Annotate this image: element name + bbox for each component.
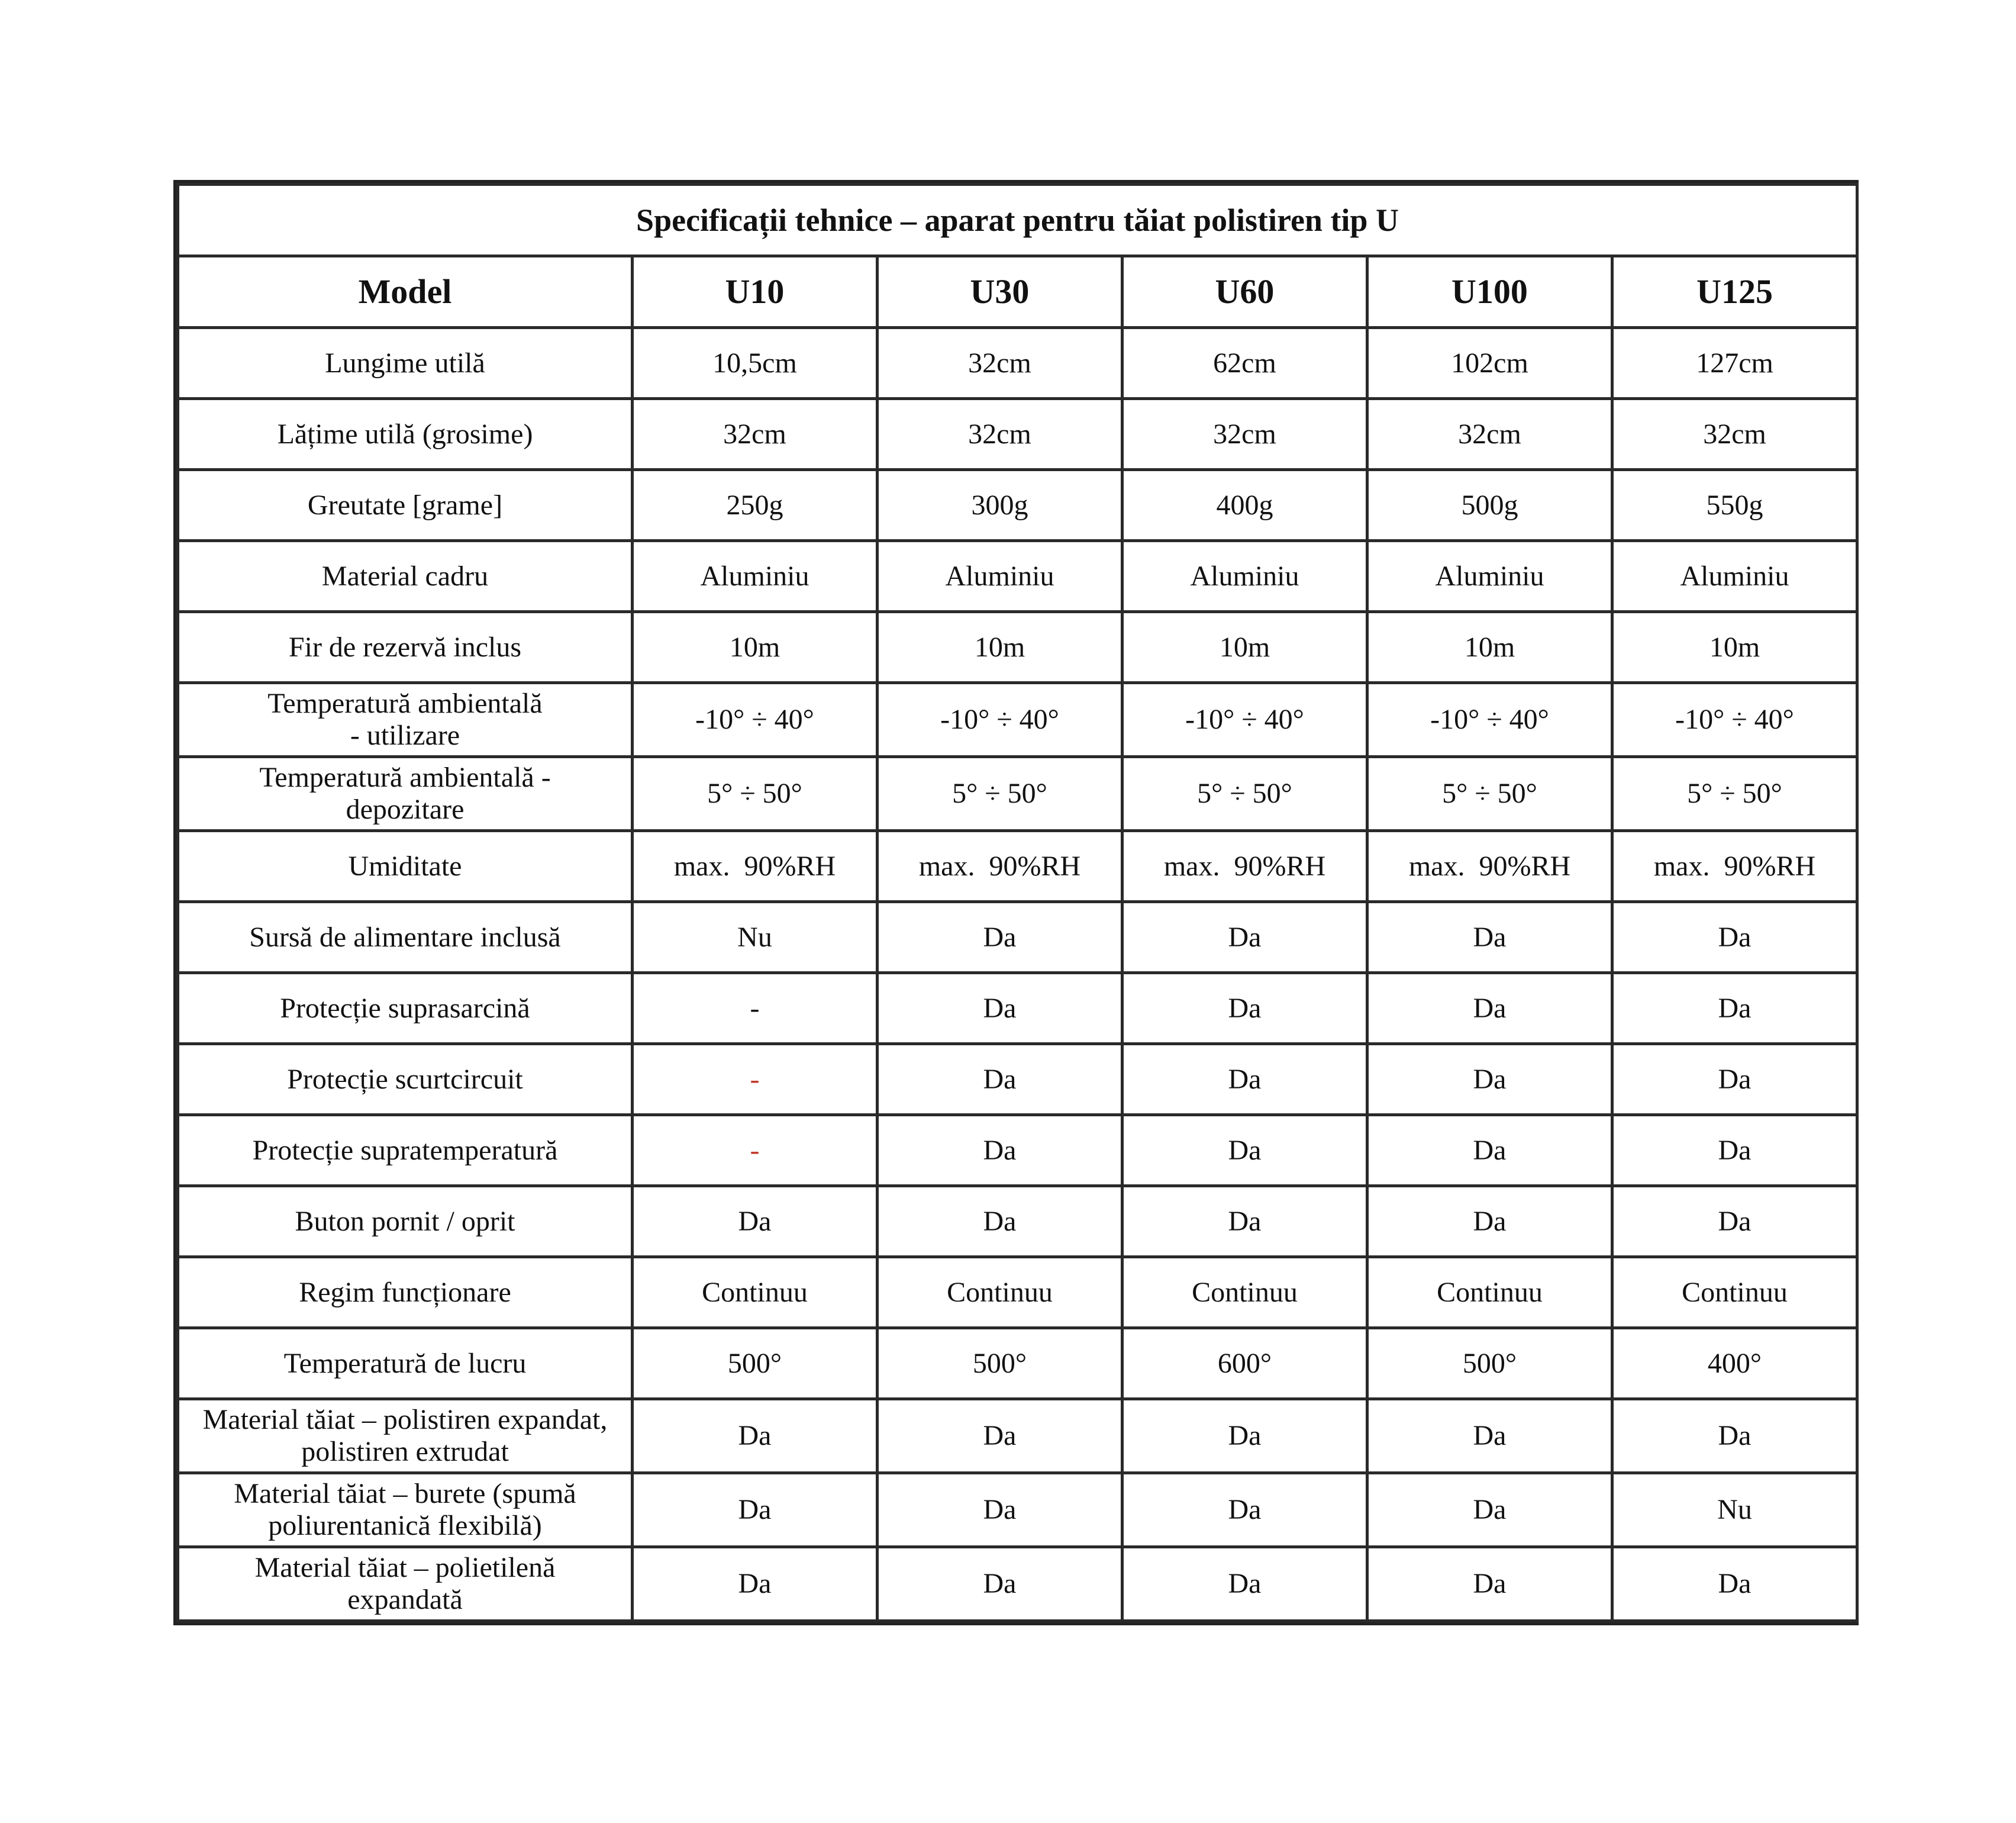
- cell-value: Da: [1367, 1547, 1612, 1621]
- row-label-line: Material tăiat – polistiren expandat,: [202, 1404, 608, 1436]
- cell-value: 10m: [1122, 612, 1367, 683]
- row-label: Protecție supratemperatură: [178, 1115, 633, 1186]
- cell-value: Da: [1367, 902, 1612, 973]
- cell-value: 500°: [1367, 1328, 1612, 1399]
- cell-value: 550g: [1612, 470, 1857, 541]
- row-label: Fir de rezervă inclus: [178, 612, 633, 683]
- row-label-line: Temperatură ambientală: [267, 688, 543, 720]
- cell-value: Da: [1122, 1044, 1367, 1115]
- header-model-u100: U100: [1367, 256, 1612, 328]
- cell-value: Da: [1612, 1044, 1857, 1115]
- cell-value: Da: [633, 1399, 878, 1473]
- cell-value: Da: [1612, 902, 1857, 973]
- cell-value: -: [633, 973, 878, 1044]
- row-label: Sursă de alimentare inclusă: [178, 902, 633, 973]
- cell-value: max. 90%RH: [1122, 831, 1367, 902]
- cell-value: 32cm: [1122, 399, 1367, 470]
- cell-value: Da: [1122, 902, 1367, 973]
- header-model-u125: U125: [1612, 256, 1857, 328]
- row-label-line: - utilizare: [350, 720, 460, 751]
- cell-value: Aluminiu: [1367, 541, 1612, 612]
- row-label-line: poliurentanică flexibilă): [268, 1510, 542, 1541]
- table-row: [178, 399, 1857, 470]
- table-row: [178, 1399, 1857, 1473]
- cell-value: 500°: [878, 1328, 1122, 1399]
- table-row: [178, 1328, 1857, 1399]
- row-label: Protecție scurtcircuit: [178, 1044, 633, 1115]
- table-row: [178, 612, 1857, 683]
- cell-value: 5° ÷ 50°: [633, 757, 878, 831]
- header-model-u10: U10: [633, 256, 878, 328]
- row-label: Regim funcționare: [178, 1257, 633, 1328]
- table-title-row: [178, 185, 1857, 256]
- cell-value: Aluminiu: [633, 541, 878, 612]
- cell-value: 5° ÷ 50°: [1122, 757, 1367, 831]
- table-row: [178, 1547, 1857, 1621]
- cell-value: Da: [1122, 1399, 1367, 1473]
- row-label-line: Material tăiat – polietilenă: [254, 1552, 556, 1584]
- header-model-u60: U60: [1122, 256, 1367, 328]
- row-label-line: polistiren extrudat: [301, 1436, 509, 1467]
- cell-value: max. 90%RH: [1612, 831, 1857, 902]
- cell-value: 10m: [1612, 612, 1857, 683]
- row-label-line: Material tăiat – burete (spumă: [234, 1478, 576, 1510]
- table-row: [178, 1186, 1857, 1257]
- row-label: [178, 683, 633, 757]
- cell-value: Da: [1367, 973, 1612, 1044]
- cell-value: Da: [878, 1044, 1122, 1115]
- cell-value: Da: [633, 1186, 878, 1257]
- cell-value: Da: [1367, 1186, 1612, 1257]
- cell-value: max. 90%RH: [633, 831, 878, 902]
- cell-value: Continuu: [1612, 1257, 1857, 1328]
- table-row: [178, 328, 1857, 399]
- cell-value: Da: [1367, 1399, 1612, 1473]
- cell-value: Da: [878, 1473, 1122, 1547]
- header-model-label: Model: [178, 256, 633, 328]
- cell-value: Da: [1122, 1115, 1367, 1186]
- row-label: Buton pornit / oprit: [178, 1186, 633, 1257]
- row-label-line: Temperatură ambientală -: [259, 762, 551, 794]
- cell-value: Da: [1612, 1115, 1857, 1186]
- cell-value: Da: [1122, 1473, 1367, 1547]
- cell-value: Continuu: [878, 1257, 1122, 1328]
- cell-value: Da: [878, 1547, 1122, 1621]
- cell-value: max. 90%RH: [1367, 831, 1612, 902]
- cell-value: Nu: [633, 902, 878, 973]
- cell-value: Da: [878, 1186, 1122, 1257]
- cell-value: 32cm: [878, 399, 1122, 470]
- cell-value-dash-red: -: [633, 1044, 878, 1115]
- cell-value: 10m: [1367, 612, 1612, 683]
- cell-value: 62cm: [1122, 328, 1367, 399]
- cell-value: Da: [1612, 1399, 1857, 1473]
- cell-value: -10° ÷ 40°: [1367, 683, 1612, 757]
- cell-value: 500°: [633, 1328, 878, 1399]
- table-row: [178, 973, 1857, 1044]
- row-label: Lățime utilă (grosime): [178, 399, 633, 470]
- cell-value: 32cm: [633, 399, 878, 470]
- cell-value: 127cm: [1612, 328, 1857, 399]
- cell-value: Da: [1122, 973, 1367, 1044]
- table-row: [178, 1115, 1857, 1186]
- row-label: Lungime utilă: [178, 328, 633, 399]
- row-label: Protecție suprasarcină: [178, 973, 633, 1044]
- cell-value: 600°: [1122, 1328, 1367, 1399]
- cell-value: 250g: [633, 470, 878, 541]
- table-row: [178, 757, 1857, 831]
- cell-value: 10m: [878, 612, 1122, 683]
- cell-value: -10° ÷ 40°: [1122, 683, 1367, 757]
- cell-value: Da: [878, 1115, 1122, 1186]
- header-model-u30: U30: [878, 256, 1122, 328]
- spec-table-container: [173, 180, 1859, 1625]
- cell-value: Continuu: [1367, 1257, 1612, 1328]
- cell-value: Da: [633, 1473, 878, 1547]
- cell-value: 5° ÷ 50°: [1367, 757, 1612, 831]
- table-title: Specificații tehnice – aparat pentru tăiat polistiren tip U: [178, 185, 1857, 256]
- cell-value: 300g: [878, 470, 1122, 541]
- cell-value: -10° ÷ 40°: [878, 683, 1122, 757]
- cell-value: 32cm: [1367, 399, 1612, 470]
- cell-value: 102cm: [1367, 328, 1612, 399]
- cell-value: 5° ÷ 50°: [878, 757, 1122, 831]
- cell-value: Aluminiu: [1612, 541, 1857, 612]
- row-label-line: expandată: [347, 1584, 463, 1615]
- row-label: [178, 1399, 633, 1473]
- cell-value: 400°: [1612, 1328, 1857, 1399]
- cell-value: Da: [1612, 1186, 1857, 1257]
- cell-value: max. 90%RH: [878, 831, 1122, 902]
- cell-value: 32cm: [1612, 399, 1857, 470]
- cell-value: 10m: [633, 612, 878, 683]
- cell-value: Da: [1612, 1547, 1857, 1621]
- cell-value: Nu: [1612, 1473, 1857, 1547]
- table-row: [178, 902, 1857, 973]
- cell-value: Da: [1612, 973, 1857, 1044]
- table-header-row: [178, 256, 1857, 328]
- row-label: Material cadru: [178, 541, 633, 612]
- cell-value: Continuu: [633, 1257, 878, 1328]
- cell-value: 400g: [1122, 470, 1367, 541]
- cell-value: Aluminiu: [1122, 541, 1367, 612]
- table-row: [178, 541, 1857, 612]
- cell-value: Da: [878, 902, 1122, 973]
- table-row: [178, 1257, 1857, 1328]
- spec-table: [176, 183, 1859, 1622]
- cell-value: Da: [1122, 1186, 1367, 1257]
- table-row: [178, 831, 1857, 902]
- cell-value: Da: [1122, 1547, 1367, 1621]
- cell-value: Continuu: [1122, 1257, 1367, 1328]
- table-row: [178, 683, 1857, 757]
- row-label: [178, 1473, 633, 1547]
- cell-value: 5° ÷ 50°: [1612, 757, 1857, 831]
- cell-value: Da: [1367, 1115, 1612, 1186]
- cell-value: Aluminiu: [878, 541, 1122, 612]
- row-label: Temperatură de lucru: [178, 1328, 633, 1399]
- cell-value-dash-red: -: [633, 1115, 878, 1186]
- cell-value: -10° ÷ 40°: [633, 683, 878, 757]
- cell-value: 32cm: [878, 328, 1122, 399]
- cell-value: 500g: [1367, 470, 1612, 541]
- row-label: [178, 1547, 633, 1621]
- cell-value: 10,5cm: [633, 328, 878, 399]
- table-row: [178, 470, 1857, 541]
- row-label-line: depozitare: [346, 794, 465, 825]
- table-row: [178, 1044, 1857, 1115]
- row-label: Greutate [grame]: [178, 470, 633, 541]
- cell-value: Da: [633, 1547, 878, 1621]
- cell-value: Da: [1367, 1044, 1612, 1115]
- cell-value: -10° ÷ 40°: [1612, 683, 1857, 757]
- cell-value: Da: [878, 973, 1122, 1044]
- row-label: [178, 757, 633, 831]
- row-label: Umiditate: [178, 831, 633, 902]
- table-row: [178, 1473, 1857, 1547]
- cell-value: Da: [1367, 1473, 1612, 1547]
- cell-value: Da: [878, 1399, 1122, 1473]
